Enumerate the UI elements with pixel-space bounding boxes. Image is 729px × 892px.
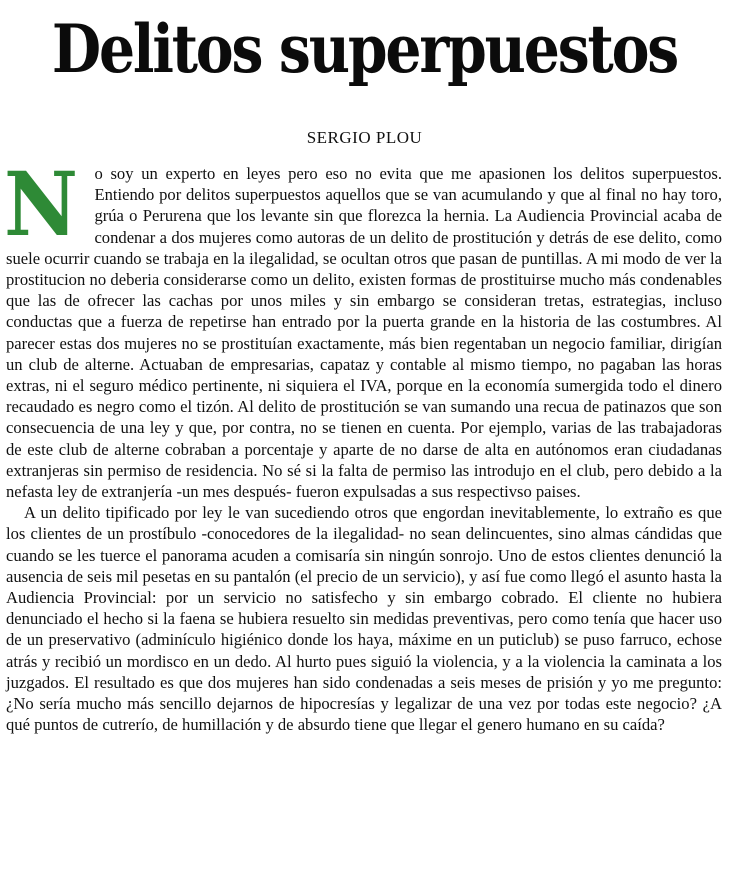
- drop-cap: N: [4, 152, 79, 256]
- paragraph-text: o soy un experto en leyes pero eso no evita que me apasionen los delitos superpuestos. Entiendo por delitos superpuestos aquellos que se van acumulando y que al final no hay toro, grúa o Perurena que los levante sin que florezca la hernia. La Audiencia Provincial acaba de condenar a dos mujeres como autoras de un delito de prostitución y detrás de ese delito, como suele ocurrir cuando se trabaja en la ilegalidad, se ocultan otros que pasan de puntillas. A mi modo de ver la prostitucion no deberia considerarse como un delito, existen formas de prostituirse mucho más condenables que las de ofrecer las cachas por unos miles y sin embargo se consideran tretas, estrategias, incluso conductas que a fuerza de repetirse han entrado por la puerta grande en la historia de las costumbres. Al parecer estas dos mujeres no se prostituían exactamente, más bien regentaban un negocio familiar, dirigían un club de alterne. Actuaban de empresarias, capataz y contable al mismo tiempo, no pagaban las horas extras, ni el seguro médico pertinente, ni siquiera el IVA, porque en la economía sumergida todo el dinero recaudado es negro como el tizón. Al delito de prostitución se van sumando una recua de patinazos que son consecuencia de una ley y que, por contra, no se tienen en cuenta. Por ejemplo, varias de las trabajadoras de este club de alterne cobraban a porcentaje y aparte de no darse de alta en autónomos eran ciudadanas extranjeras sin permiso de residencia. No sé si la falta de permiso las introdujo en el club, pero debido a la nefasta ley de extranjería -un mes después- fueron expulsadas a sus respectivso paises.: [6, 164, 722, 502]
- article-body: [4, 152, 722, 735]
- article-title: Delitos superpuestos: [51, 10, 678, 88]
- author-byline: SERGIO PLOU: [306, 128, 423, 147]
- article-paragraph: [4, 152, 722, 502]
- article-paragraph: A un delito tipificado por ley le van sucediendo otros que engordan inevitablemente, lo extraño es que los clientes de un prostíbulo -conocedores de la ilegalidad- no sean delincuentes, sino almas cándidas que cuando se les tuerce el panorama acuden a comisaría sin ningún sonrojo. Uno de estos clientes denunció la ausencia de seis mil pesetas en su pantalón (el precio de un servicio), y así fue como llegó el asunto hasta la Audiencia Provincial: por un servicio no satisfecho y sin embargo cobrado. El cliente no hubiera denunciado el hecho si la faena se hubiera resuelto sin medidas preventivas, pero como tenía que hacer uso de un preservativo (adminículo higiénico donde los haya, máxime en un puticlub) se puso farruco, echose atrás y recibió un mordisco en un dedo. Al hurto pues siguió la violencia, y a la violencia la caminata a los juzgados. El resultado es que dos mujeres han sido condenadas a seis meses de prisión y yo me pregunto: ¿No sería mucho más sencillo dejarnos de hipocresías y legalizar de una vez por todas este negocio? ¿A qué puntos de cutrerío, de humillación y de absurdo tiene que llegar el genero humano en su caída?: [6, 503, 722, 735]
